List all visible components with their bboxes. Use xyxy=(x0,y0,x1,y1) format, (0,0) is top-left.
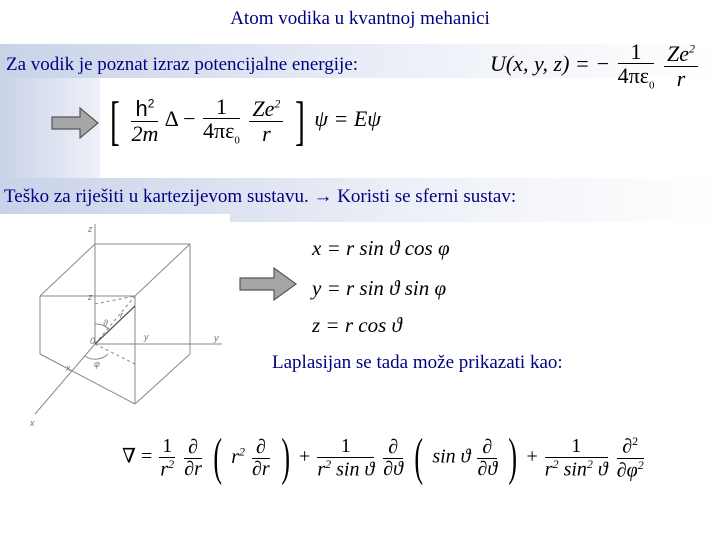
fraction-1-over-r2sin2: $\frac{1}{r^2 \sin^2 ϑ}$ xyxy=(544,434,608,481)
spherical-coordinates-diagram xyxy=(0,214,230,432)
origin-label: 0 xyxy=(90,336,96,346)
plus-sign: + xyxy=(526,445,538,468)
slide-title: Atom vodika u kvantnoj mehanici xyxy=(230,8,490,29)
numerator: ∂ xyxy=(622,435,633,458)
denominator-sin: sin ϑ xyxy=(336,458,375,481)
denominator-sin: sin xyxy=(563,458,587,481)
fraction-ze2-over-r: $\frac{Ze^2}{r}$ xyxy=(249,97,283,144)
x-equation: x = r sin ϑ cos φ xyxy=(312,236,450,260)
fraction-partial-dtheta xyxy=(477,437,497,480)
eps-subscript: 0 xyxy=(648,79,655,92)
y-axis-label: y xyxy=(214,333,219,343)
denominator: 2m xyxy=(131,120,159,146)
numerator: 1 xyxy=(203,95,240,119)
numerator: Ze xyxy=(252,96,275,122)
fraction-partial-dr xyxy=(252,437,270,480)
numerator: h xyxy=(135,96,148,122)
numerator: ∂ xyxy=(477,437,497,459)
fraction-ze2-over-r: $\frac{Ze^2}{r}$ xyxy=(664,42,698,89)
x-point-label: x xyxy=(66,363,71,373)
laplacian-formula: ∇ = $\frac{1}{r^2}$ $\frac{\partial}{\partial r}$ ( $r^2$ $\frac{\partial}{\partial r}$ ) + $\frac{1}{r^2 \sin ϑ}$ $\frac{\partial}{\partial ϑ}$ ( sin ϑ $\frac{\partial}{\partial ϑ}$ ) + $\frac{1}{r^2 \sin^2 ϑ}$ $\frac{\partial^2}{\partial\varphi^2}$ xyxy=(122,429,644,486)
denominator: ∂r xyxy=(184,457,202,480)
fraction-1-over-4pieps xyxy=(618,40,655,92)
denominator: 4πε xyxy=(617,63,649,89)
fraction-partial-dtheta xyxy=(383,437,403,480)
denominator: ∂ϑ xyxy=(383,457,403,480)
denominator: 4πε xyxy=(203,118,235,144)
denominator: r xyxy=(676,65,686,91)
denominator: ∂r xyxy=(252,457,270,480)
denominator: r xyxy=(544,458,553,481)
fraction-1-over-r2sin: $\frac{1}{r^2 \sin ϑ}$ xyxy=(317,434,375,481)
numerator: ∂ xyxy=(383,437,403,459)
arrow-glyph: → xyxy=(313,186,333,207)
z-axis-label: z xyxy=(88,224,93,234)
potential-intro-text: Za vodik je poznat izraz potencijalne energije: xyxy=(6,54,359,75)
laplacian-caption: Laplasijan se tada može prikazati kao: xyxy=(272,352,563,373)
left-bracket: [ xyxy=(110,91,120,151)
left-paren: ( xyxy=(213,429,222,486)
x-axis-label: x xyxy=(30,418,35,428)
fraction-partial2-dphi2: $\frac{\partial^2}{\partial\varphi^2}$ xyxy=(616,433,644,482)
numerator: ∂ xyxy=(252,437,270,459)
cartesian-note-left: Teško za riješiti u kartezijevom sustavu. xyxy=(4,186,309,207)
right-arrow-icon xyxy=(50,106,100,140)
fraction-h2-over-2m: $\frac{h^2}{2m}$ xyxy=(131,96,159,146)
laplacian-minus: Δ − xyxy=(164,106,196,132)
potential-formula xyxy=(490,40,700,92)
numerator: 1 xyxy=(159,436,175,458)
denominator: ∂φ xyxy=(616,459,638,482)
numerator: 1 xyxy=(618,40,655,64)
r-label: r xyxy=(120,310,123,320)
psi-equals-e-psi: ψ = Eψ xyxy=(314,106,381,132)
denominator: ∂ϑ xyxy=(477,457,498,480)
z-equation: z = r cos ϑ xyxy=(312,313,402,337)
fraction-partial-dr xyxy=(184,437,202,480)
schrodinger-equation xyxy=(106,91,381,151)
cartesian-note-right: Koristi se sferni sustav: xyxy=(337,186,517,207)
y-point-label: y xyxy=(144,332,149,342)
z-point-label: z xyxy=(88,292,93,302)
numerator: ∂ xyxy=(184,437,202,459)
y-equation: y = r sin ϑ sin φ xyxy=(312,276,447,300)
numerator: 1 xyxy=(317,436,374,458)
fraction-1-over-4pieps xyxy=(203,95,240,147)
right-paren: ) xyxy=(281,429,290,486)
denominator: r xyxy=(317,458,326,481)
potential-lhs: U(x, y, z) = − xyxy=(490,51,611,77)
fraction-1-over-r2: $\frac{1}{r^2}$ xyxy=(160,434,175,481)
sin-theta: sin ϑ xyxy=(432,445,471,468)
plus-sign: + xyxy=(299,445,311,468)
right-arrow-icon xyxy=(238,266,298,302)
eps-subscript: 0 xyxy=(234,134,240,147)
phi-label: φ xyxy=(94,359,100,369)
nabla-equals: ∇ = xyxy=(122,445,153,468)
r-squared: r xyxy=(231,445,240,468)
numerator: Ze xyxy=(666,41,689,67)
right-bracket: ] xyxy=(294,91,305,151)
denominator: r xyxy=(160,458,169,481)
denominator: r xyxy=(262,120,271,146)
left-paren: ( xyxy=(414,429,423,486)
cartesian-note xyxy=(4,186,516,208)
right-paren: ) xyxy=(508,429,518,486)
theta-label: ϑ xyxy=(103,318,108,328)
numerator: 1 xyxy=(545,436,608,458)
